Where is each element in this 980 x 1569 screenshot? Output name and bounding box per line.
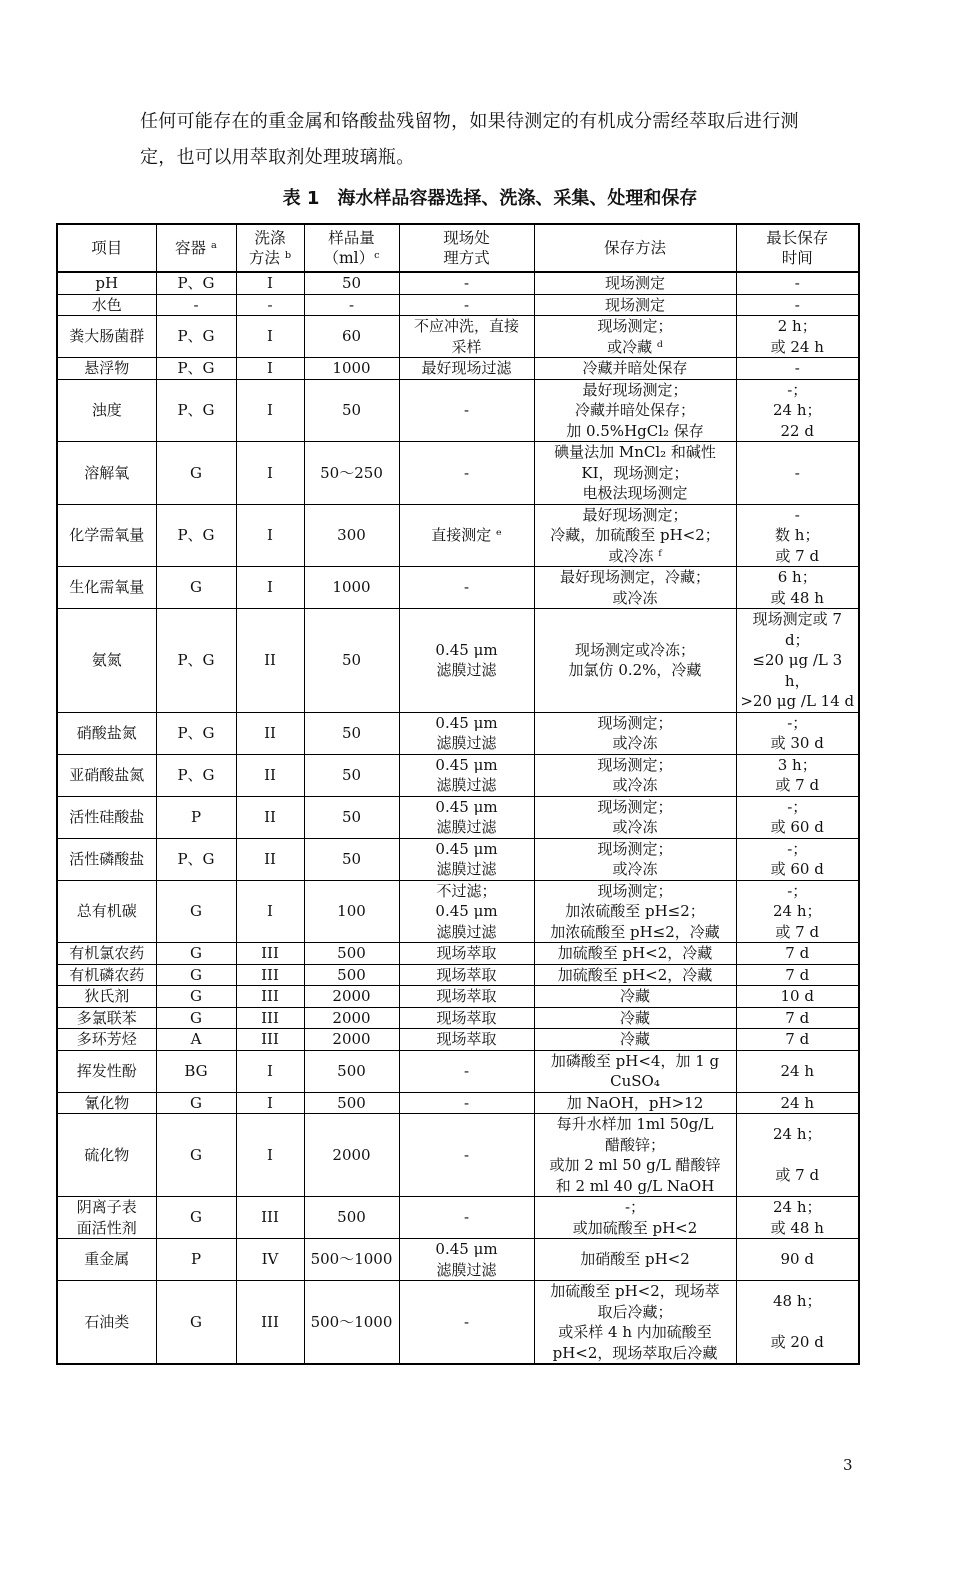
table-row — [57, 1029, 859, 1051]
page-number: 3 — [843, 1456, 853, 1474]
cell-field-treatment: 0.45 μm 滤膜过滤 — [399, 754, 534, 796]
cell-preservation-method: 最好现场测定； 冷藏并暗处保存； 加 0.5%HgCl₂ 保存 — [534, 379, 736, 442]
cell-sample-amount: 300 — [304, 504, 399, 567]
cell-sample-amount: 500～1000 — [304, 1239, 399, 1281]
cell-container: P、G — [156, 712, 236, 754]
cell-preservation-method: 现场测定 — [534, 272, 736, 294]
cell-sample-amount: 50 — [304, 272, 399, 294]
cell-item: 浊度 — [57, 379, 156, 442]
cell-max-storage: - 数 h； 或 7 d — [736, 504, 859, 567]
cell-preservation-method: 冷藏 — [534, 1029, 736, 1051]
cell-field-treatment: 现场萃取 — [399, 1029, 534, 1051]
cell-wash-method: III — [236, 943, 304, 965]
cell-container: P、G — [156, 609, 236, 713]
cell-item: 石油类 — [57, 1281, 156, 1365]
intro-paragraph — [140, 104, 860, 176]
intro-line-2: 定，也可以用萃取剂处理玻璃瓶。 — [140, 147, 415, 168]
cell-field-treatment: 不应冲洗，直接 采样 — [399, 316, 534, 358]
header-wash-method: 洗涤 方法 ᵇ — [236, 224, 304, 272]
cell-field-treatment: - — [399, 1281, 534, 1365]
table-row — [57, 504, 859, 567]
table-row — [57, 294, 859, 316]
cell-field-treatment: - — [399, 294, 534, 316]
table-row — [57, 880, 859, 943]
cell-item: 溶解氧 — [57, 442, 156, 505]
cell-container: G — [156, 1281, 236, 1365]
header-field-treatment: 现场处 理方式 — [399, 224, 534, 272]
cell-max-storage: -； 或 60 d — [736, 838, 859, 880]
cell-preservation-method: 现场测定； 或冷藏 ᵈ — [534, 316, 736, 358]
cell-field-treatment: - — [399, 1114, 534, 1197]
cell-preservation-method: 冷藏并暗处保存 — [534, 358, 736, 380]
cell-field-treatment: - — [399, 567, 534, 609]
cell-sample-amount: 50 — [304, 609, 399, 713]
header-container: 容器 ᵃ — [156, 224, 236, 272]
cell-wash-method: I — [236, 379, 304, 442]
cell-field-treatment: - — [399, 1050, 534, 1092]
cell-item: 狄氏剂 — [57, 986, 156, 1008]
cell-sample-amount: 2000 — [304, 986, 399, 1008]
cell-wash-method: - — [236, 294, 304, 316]
cell-sample-amount: 50 — [304, 796, 399, 838]
cell-container: G — [156, 964, 236, 986]
cell-max-storage: 10 d — [736, 986, 859, 1008]
cell-sample-amount: 50 — [304, 712, 399, 754]
cell-max-storage: 24 h — [736, 1092, 859, 1114]
cell-field-treatment: - — [399, 1197, 534, 1239]
cell-container: G — [156, 567, 236, 609]
cell-container: P、G — [156, 379, 236, 442]
cell-max-storage: 24 h； 或 7 d — [736, 1114, 859, 1197]
table-row — [57, 1092, 859, 1114]
table-row — [57, 964, 859, 986]
cell-preservation-method: 加 NaOH，pH>12 — [534, 1092, 736, 1114]
cell-wash-method: I — [236, 504, 304, 567]
cell-sample-amount: 500 — [304, 1050, 399, 1092]
cell-container: G — [156, 1114, 236, 1197]
table-row — [57, 754, 859, 796]
cell-wash-method: I — [236, 1114, 304, 1197]
cell-max-storage: 2 h； 或 24 h — [736, 316, 859, 358]
header-item: 项目 — [57, 224, 156, 272]
cell-wash-method: III — [236, 986, 304, 1008]
cell-field-treatment: 不过滤； 0.45 μm 滤膜过滤 — [399, 880, 534, 943]
cell-preservation-method: 加硫酸至 pH<2，冷藏 — [534, 964, 736, 986]
cell-preservation-method: 加硝酸至 pH<2 — [534, 1239, 736, 1281]
table-row — [57, 986, 859, 1008]
cell-item: 有机磷农药 — [57, 964, 156, 986]
table-row — [57, 1281, 859, 1365]
cell-sample-amount: 1000 — [304, 567, 399, 609]
cell-wash-method: IV — [236, 1239, 304, 1281]
cell-item: 粪大肠菌群 — [57, 316, 156, 358]
cell-container: G — [156, 880, 236, 943]
cell-item: 化学需氧量 — [57, 504, 156, 567]
header-preservation-method: 保存方法 — [534, 224, 736, 272]
cell-preservation-method: 现场测定 — [534, 294, 736, 316]
cell-preservation-method: 加磷酸至 pH<4，加 1 g CuSO₄ — [534, 1050, 736, 1092]
cell-preservation-method: 冷藏 — [534, 1007, 736, 1029]
cell-preservation-method: 加硫酸至 pH<2，现场萃 取后冷藏； 或采样 4 h 内加硫酸至 pH<2，现场萃取后冷藏 — [534, 1281, 736, 1365]
cell-wash-method: II — [236, 609, 304, 713]
cell-container: A — [156, 1029, 236, 1051]
cell-container: P、G — [156, 838, 236, 880]
table-row — [57, 712, 859, 754]
cell-max-storage: 24 h — [736, 1050, 859, 1092]
cell-max-storage: 90 d — [736, 1239, 859, 1281]
header-max-storage: 最长保存 时间 — [736, 224, 859, 272]
cell-field-treatment: - — [399, 379, 534, 442]
cell-wash-method: I — [236, 567, 304, 609]
cell-item: 总有机碳 — [57, 880, 156, 943]
cell-field-treatment: 最好现场过滤 — [399, 358, 534, 380]
cell-sample-amount: 60 — [304, 316, 399, 358]
cell-container: P、G — [156, 272, 236, 294]
cell-item: 活性硅酸盐 — [57, 796, 156, 838]
cell-item: 硫化物 — [57, 1114, 156, 1197]
cell-preservation-method: 现场测定； 或冷冻 — [534, 712, 736, 754]
cell-max-storage: 7 d — [736, 964, 859, 986]
cell-field-treatment: 现场萃取 — [399, 1007, 534, 1029]
cell-max-storage: 7 d — [736, 1029, 859, 1051]
cell-container: G — [156, 943, 236, 965]
cell-container: G — [156, 442, 236, 505]
cell-sample-amount: 50 — [304, 754, 399, 796]
cell-container: P、G — [156, 316, 236, 358]
table-row — [57, 796, 859, 838]
cell-sample-amount: 2000 — [304, 1029, 399, 1051]
cell-max-storage: -； 24 h； 22 d — [736, 379, 859, 442]
table-row — [57, 1050, 859, 1092]
cell-wash-method: III — [236, 1007, 304, 1029]
table-header-row — [57, 224, 859, 272]
cell-field-treatment: - — [399, 442, 534, 505]
cell-max-storage: 48 h； 或 20 d — [736, 1281, 859, 1365]
cell-max-storage: -； 24 h； 或 7 d — [736, 880, 859, 943]
header-sample-amount: 样品量 （ml）ᶜ — [304, 224, 399, 272]
cell-item: 阴离子表 面活性剂 — [57, 1197, 156, 1239]
cell-wash-method: I — [236, 358, 304, 380]
cell-container: G — [156, 1092, 236, 1114]
cell-sample-amount: 1000 — [304, 358, 399, 380]
cell-max-storage: 现场测定或 7 d； ≤20 μg /L 3 h， >20 μg /L 14 d — [736, 609, 859, 713]
cell-max-storage: 7 d — [736, 943, 859, 965]
cell-wash-method: II — [236, 838, 304, 880]
sample-table — [56, 223, 860, 1365]
cell-wash-method: II — [236, 712, 304, 754]
table-row — [57, 358, 859, 380]
cell-field-treatment: 0.45 μm 滤膜过滤 — [399, 712, 534, 754]
cell-wash-method: I — [236, 316, 304, 358]
cell-max-storage: -； 或 60 d — [736, 796, 859, 838]
cell-item: 亚硝酸盐氮 — [57, 754, 156, 796]
table-row — [57, 943, 859, 965]
cell-field-treatment: 现场萃取 — [399, 943, 534, 965]
cell-field-treatment: 0.45 μm 滤膜过滤 — [399, 838, 534, 880]
cell-item: 有机氯农药 — [57, 943, 156, 965]
cell-container: P、G — [156, 358, 236, 380]
cell-max-storage: 3 h； 或 7 d — [736, 754, 859, 796]
cell-container: P — [156, 1239, 236, 1281]
cell-wash-method: III — [236, 1029, 304, 1051]
cell-wash-method: III — [236, 1281, 304, 1365]
cell-preservation-method: 现场测定； 加浓硫酸至 pH≤2； 加浓硫酸至 pH≤2，冷藏 — [534, 880, 736, 943]
table-body — [57, 272, 859, 1364]
cell-sample-amount: 50～250 — [304, 442, 399, 505]
cell-item: 多氯联苯 — [57, 1007, 156, 1029]
cell-container: P、G — [156, 504, 236, 567]
cell-sample-amount: 50 — [304, 838, 399, 880]
cell-field-treatment: 现场萃取 — [399, 986, 534, 1008]
cell-preservation-method: 碘量法加 MnCl₂ 和碱性 KI，现场测定； 电极法现场测定 — [534, 442, 736, 505]
cell-item: 悬浮物 — [57, 358, 156, 380]
table-row — [57, 1197, 859, 1239]
cell-item: 氨氮 — [57, 609, 156, 713]
cell-container: BG — [156, 1050, 236, 1092]
table-row — [57, 838, 859, 880]
cell-preservation-method: 最好现场测定； 冷藏，加硫酸至 pH<2； 或冷冻 ᶠ — [534, 504, 736, 567]
cell-max-storage: 6 h； 或 48 h — [736, 567, 859, 609]
cell-field-treatment: 0.45 μm 滤膜过滤 — [399, 609, 534, 713]
cell-field-treatment: 直接测定 ᵉ — [399, 504, 534, 567]
cell-sample-amount: 500 — [304, 1197, 399, 1239]
cell-field-treatment: - — [399, 272, 534, 294]
cell-preservation-method: 现场测定； 或冷冻 — [534, 838, 736, 880]
cell-sample-amount: 500 — [304, 964, 399, 986]
cell-wash-method: I — [236, 442, 304, 505]
cell-sample-amount: 2000 — [304, 1114, 399, 1197]
table-row — [57, 1114, 859, 1197]
cell-item: 挥发性酚 — [57, 1050, 156, 1092]
cell-item: 活性磷酸盐 — [57, 838, 156, 880]
cell-sample-amount: 2000 — [304, 1007, 399, 1029]
table-row — [57, 379, 859, 442]
cell-sample-amount: 50 — [304, 379, 399, 442]
cell-wash-method: II — [236, 754, 304, 796]
cell-preservation-method: 现场测定； 或冷冻 — [534, 754, 736, 796]
cell-preservation-method: 冷藏 — [534, 986, 736, 1008]
cell-field-treatment: 0.45 μm 滤膜过滤 — [399, 796, 534, 838]
cell-wash-method: II — [236, 796, 304, 838]
cell-item: 氰化物 — [57, 1092, 156, 1114]
cell-item: 生化需氧量 — [57, 567, 156, 609]
cell-wash-method: I — [236, 880, 304, 943]
table-row — [57, 609, 859, 713]
cell-container: P — [156, 796, 236, 838]
cell-item: 多环芳烃 — [57, 1029, 156, 1051]
cell-max-storage: 24 h； 或 48 h — [736, 1197, 859, 1239]
table-row — [57, 316, 859, 358]
cell-wash-method: I — [236, 272, 304, 294]
cell-item: 硝酸盐氮 — [57, 712, 156, 754]
cell-max-storage: - — [736, 358, 859, 380]
cell-item: pH — [57, 272, 156, 294]
cell-item: 重金属 — [57, 1239, 156, 1281]
table-row — [57, 1007, 859, 1029]
cell-preservation-method: 加硫酸至 pH<2，冷藏 — [534, 943, 736, 965]
cell-preservation-method: 现场测定或冷冻； 加氯仿 0.2%，冷藏 — [534, 609, 736, 713]
table-row — [57, 442, 859, 505]
cell-field-treatment: - — [399, 1092, 534, 1114]
cell-preservation-method: 每升水样加 1ml 50g/L 醋酸锌； 或加 2 ml 50 g/L 醋酸锌 和 2 ml 40 g/L NaOH — [534, 1114, 736, 1197]
cell-max-storage: - — [736, 272, 859, 294]
cell-item: 水色 — [57, 294, 156, 316]
intro-line-1: 任何可能存在的重金属和铬酸盐残留物，如果待测定的有机成分需经萃取后进行测 — [140, 111, 799, 132]
cell-max-storage: 7 d — [736, 1007, 859, 1029]
cell-preservation-method: -； 或加硫酸至 pH<2 — [534, 1197, 736, 1239]
cell-wash-method: I — [236, 1050, 304, 1092]
cell-field-treatment: 现场萃取 — [399, 964, 534, 986]
cell-preservation-method: 最好现场测定，冷藏； 或冷冻 — [534, 567, 736, 609]
cell-max-storage: - — [736, 294, 859, 316]
cell-container: G — [156, 1197, 236, 1239]
cell-container: G — [156, 986, 236, 1008]
table-row — [57, 1239, 859, 1281]
cell-container: - — [156, 294, 236, 316]
table-row — [57, 272, 859, 294]
cell-max-storage: - — [736, 442, 859, 505]
cell-wash-method: III — [236, 964, 304, 986]
cell-container: P、G — [156, 754, 236, 796]
cell-sample-amount: - — [304, 294, 399, 316]
cell-sample-amount: 500 — [304, 943, 399, 965]
cell-preservation-method: 现场测定； 或冷冻 — [534, 796, 736, 838]
cell-sample-amount: 500 — [304, 1092, 399, 1114]
table-caption: 表 1 海水样品容器选择、洗涤、采集、处理和保存 — [282, 188, 698, 209]
cell-field-treatment: 0.45 μm 滤膜过滤 — [399, 1239, 534, 1281]
cell-wash-method: III — [236, 1197, 304, 1239]
cell-container: G — [156, 1007, 236, 1029]
cell-sample-amount: 100 — [304, 880, 399, 943]
cell-wash-method: I — [236, 1092, 304, 1114]
table-row — [57, 567, 859, 609]
cell-max-storage: -； 或 30 d — [736, 712, 859, 754]
cell-sample-amount: 500～1000 — [304, 1281, 399, 1365]
